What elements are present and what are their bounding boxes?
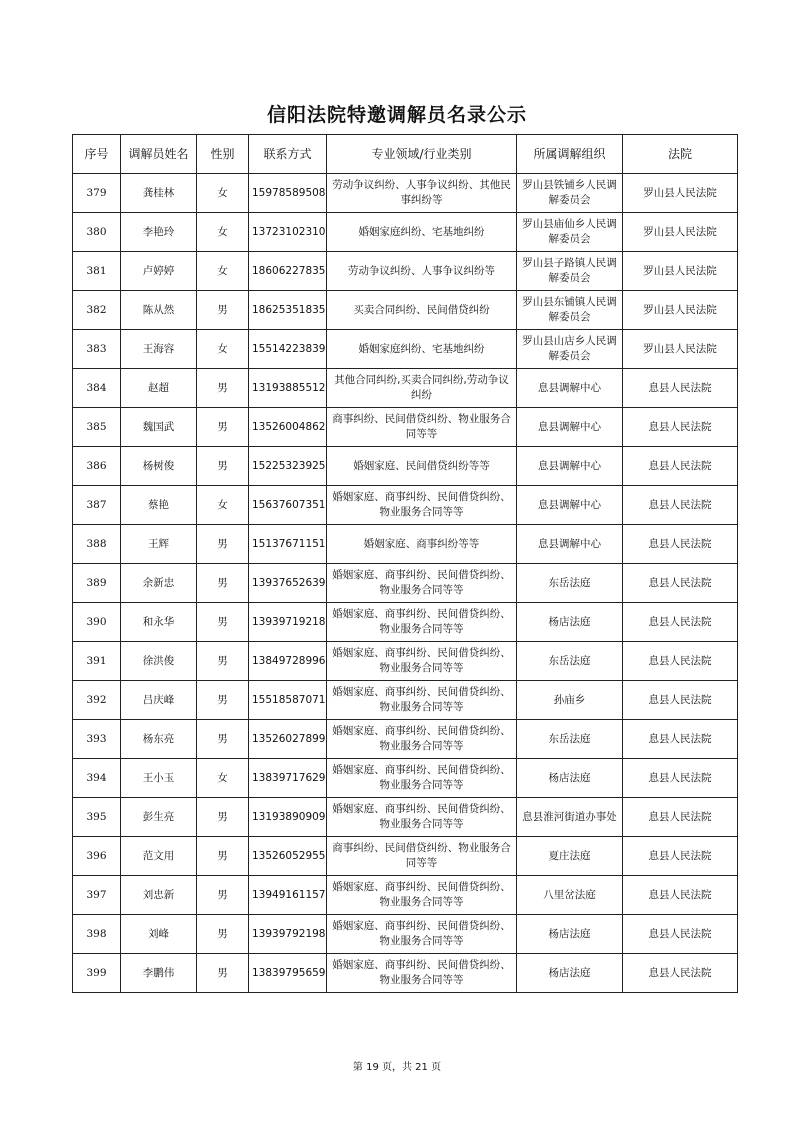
cell-seq: 391	[73, 642, 121, 681]
header-contact: 联系方式	[249, 135, 327, 174]
cell-organization: 息县调解中心	[517, 486, 623, 525]
header-name: 调解员姓名	[121, 135, 197, 174]
cell-phone: 15978589508	[249, 174, 327, 213]
cell-gender: 男	[197, 798, 249, 837]
cell-field: 婚姻家庭、商事纠纷、民间借贷纠纷、物业服务合同等等	[327, 876, 517, 915]
cell-gender: 男	[197, 642, 249, 681]
cell-field: 婚姻家庭、商事纠纷、民间借贷纠纷、物业服务合同等等	[327, 486, 517, 525]
cell-name: 王小玉	[121, 759, 197, 798]
cell-gender: 男	[197, 447, 249, 486]
cell-gender: 男	[197, 876, 249, 915]
header-organization: 所属调解组织	[517, 135, 623, 174]
cell-gender: 男	[197, 915, 249, 954]
cell-name: 徐洪俊	[121, 642, 197, 681]
mediator-roster-table	[72, 134, 738, 993]
cell-court: 息县人民法院	[623, 837, 738, 876]
table-row	[73, 759, 738, 798]
cell-field: 婚姻家庭纠纷、宅基地纠纷	[327, 330, 517, 369]
cell-gender: 男	[197, 408, 249, 447]
table-row	[73, 876, 738, 915]
cell-seq: 390	[73, 603, 121, 642]
cell-gender: 女	[197, 213, 249, 252]
table-row	[73, 798, 738, 837]
cell-phone: 18606227835	[249, 252, 327, 291]
cell-field: 婚姻家庭、商事纠纷、民间借贷纠纷、物业服务合同等等	[327, 564, 517, 603]
cell-seq: 381	[73, 252, 121, 291]
header-court: 法院	[623, 135, 738, 174]
cell-court: 罗山县人民法院	[623, 174, 738, 213]
cell-field: 劳动争议纠纷、人事争议纠纷、其他民事纠纷等	[327, 174, 517, 213]
cell-name: 吕庆峰	[121, 681, 197, 720]
cell-phone: 13723102310	[249, 213, 327, 252]
cell-court: 息县人民法院	[623, 408, 738, 447]
cell-organization: 罗山县子路镇人民调解委员会	[517, 252, 623, 291]
cell-name: 蔡艳	[121, 486, 197, 525]
cell-seq: 386	[73, 447, 121, 486]
table-row	[73, 720, 738, 759]
cell-phone: 13939792198	[249, 915, 327, 954]
cell-seq: 383	[73, 330, 121, 369]
table-row	[73, 603, 738, 642]
cell-seq: 398	[73, 915, 121, 954]
cell-seq: 380	[73, 213, 121, 252]
cell-name: 余新忠	[121, 564, 197, 603]
cell-name: 王海容	[121, 330, 197, 369]
cell-gender: 女	[197, 759, 249, 798]
cell-court: 息县人民法院	[623, 915, 738, 954]
cell-phone: 13193885512	[249, 369, 327, 408]
cell-seq: 393	[73, 720, 121, 759]
cell-name: 魏国武	[121, 408, 197, 447]
table-row	[73, 486, 738, 525]
cell-gender: 男	[197, 681, 249, 720]
cell-seq: 395	[73, 798, 121, 837]
cell-name: 范文用	[121, 837, 197, 876]
cell-phone: 18625351835	[249, 291, 327, 330]
page-title: 信阳法院特邀调解员名录公示	[266, 104, 527, 126]
cell-name: 刘忠新	[121, 876, 197, 915]
table-row	[73, 915, 738, 954]
cell-organization: 息县调解中心	[517, 525, 623, 564]
header-seq: 序号	[73, 135, 121, 174]
cell-name: 杨东亮	[121, 720, 197, 759]
table-row	[73, 564, 738, 603]
cell-court: 息县人民法院	[623, 447, 738, 486]
cell-name: 彭生亮	[121, 798, 197, 837]
cell-field: 婚姻家庭、商事纠纷、民间借贷纠纷、物业服务合同等等	[327, 603, 517, 642]
cell-organization: 息县调解中心	[517, 408, 623, 447]
cell-field: 其他合同纠纷,买卖合同纠纷,劳动争议纠纷	[327, 369, 517, 408]
cell-name: 杨树俊	[121, 447, 197, 486]
cell-organization: 夏庄法庭	[517, 837, 623, 876]
table-row	[73, 642, 738, 681]
table-row	[73, 837, 738, 876]
cell-name: 龚桂林	[121, 174, 197, 213]
cell-phone: 15637607351	[249, 486, 327, 525]
cell-organization: 息县调解中心	[517, 369, 623, 408]
cell-seq: 399	[73, 954, 121, 993]
table-body	[73, 174, 738, 993]
cell-gender: 男	[197, 720, 249, 759]
cell-field: 买卖合同纠纷、民间借贷纠纷	[327, 291, 517, 330]
cell-court: 息县人民法院	[623, 759, 738, 798]
cell-court: 罗山县人民法院	[623, 252, 738, 291]
cell-court: 息县人民法院	[623, 525, 738, 564]
cell-organization: 东岳法庭	[517, 564, 623, 603]
cell-seq: 394	[73, 759, 121, 798]
table-row	[73, 291, 738, 330]
cell-field: 商事纠纷、民间借贷纠纷、物业服务合同等等	[327, 837, 517, 876]
cell-seq: 384	[73, 369, 121, 408]
page-number: 第 19 页，共 21 页	[352, 1062, 442, 1073]
cell-organization: 息县调解中心	[517, 447, 623, 486]
cell-gender: 男	[197, 564, 249, 603]
table-row	[73, 408, 738, 447]
cell-court: 息县人民法院	[623, 720, 738, 759]
cell-gender: 男	[197, 369, 249, 408]
table-row	[73, 447, 738, 486]
cell-field: 劳动争议纠纷、人事争议纠纷等	[327, 252, 517, 291]
cell-field: 婚姻家庭、商事纠纷、民间借贷纠纷、物业服务合同等等	[327, 954, 517, 993]
cell-court: 息县人民法院	[623, 642, 738, 681]
table-row	[73, 525, 738, 564]
cell-organization: 罗山县庙仙乡人民调解委员会	[517, 213, 623, 252]
cell-court: 罗山县人民法院	[623, 330, 738, 369]
cell-seq: 387	[73, 486, 121, 525]
cell-field: 商事纠纷、民间借贷纠纷、物业服务合同等等	[327, 408, 517, 447]
cell-phone: 13526004862	[249, 408, 327, 447]
cell-phone: 13839717629	[249, 759, 327, 798]
cell-name: 赵超	[121, 369, 197, 408]
table-row	[73, 330, 738, 369]
cell-gender: 男	[197, 603, 249, 642]
cell-phone: 13526027899	[249, 720, 327, 759]
cell-organization: 东岳法庭	[517, 720, 623, 759]
cell-organization: 八里岔法庭	[517, 876, 623, 915]
cell-field: 婚姻家庭、商事纠纷、民间借贷纠纷、物业服务合同等等	[327, 681, 517, 720]
table-row	[73, 954, 738, 993]
cell-organization: 息县淮河街道办事处	[517, 798, 623, 837]
cell-seq: 397	[73, 876, 121, 915]
cell-field: 婚姻家庭纠纷、宅基地纠纷	[327, 213, 517, 252]
cell-field: 婚姻家庭、商事纠纷、民间借贷纠纷、物业服务合同等等	[327, 915, 517, 954]
cell-phone: 13949161157	[249, 876, 327, 915]
cell-seq: 385	[73, 408, 121, 447]
cell-gender: 男	[197, 954, 249, 993]
cell-organization: 杨店法庭	[517, 954, 623, 993]
cell-seq: 388	[73, 525, 121, 564]
cell-court: 息县人民法院	[623, 564, 738, 603]
cell-field: 婚姻家庭、商事纠纷、民间借贷纠纷、物业服务合同等等	[327, 720, 517, 759]
cell-seq: 392	[73, 681, 121, 720]
cell-court: 息县人民法院	[623, 876, 738, 915]
cell-organization: 杨店法庭	[517, 603, 623, 642]
cell-court: 息县人民法院	[623, 954, 738, 993]
cell-seq: 396	[73, 837, 121, 876]
cell-name: 李艳玲	[121, 213, 197, 252]
table-row	[73, 681, 738, 720]
cell-name: 王辉	[121, 525, 197, 564]
cell-gender: 男	[197, 837, 249, 876]
cell-organization: 东岳法庭	[517, 642, 623, 681]
cell-phone: 13839795659	[249, 954, 327, 993]
cell-phone: 13849728996	[249, 642, 327, 681]
cell-organization: 杨店法庭	[517, 915, 623, 954]
cell-phone: 13193890909	[249, 798, 327, 837]
cell-phone: 15225323925	[249, 447, 327, 486]
cell-phone: 13937652639	[249, 564, 327, 603]
cell-gender: 男	[197, 525, 249, 564]
cell-organization: 罗山县铁铺乡人民调解委员会	[517, 174, 623, 213]
table-row	[73, 369, 738, 408]
cell-gender: 女	[197, 330, 249, 369]
cell-organization: 孙庙乡	[517, 681, 623, 720]
cell-phone: 13939719218	[249, 603, 327, 642]
cell-gender: 男	[197, 291, 249, 330]
cell-seq: 379	[73, 174, 121, 213]
cell-court: 罗山县人民法院	[623, 291, 738, 330]
header-field: 专业领域/行业类别	[327, 135, 517, 174]
cell-name: 陈从然	[121, 291, 197, 330]
cell-court: 息县人民法院	[623, 798, 738, 837]
cell-gender: 女	[197, 486, 249, 525]
cell-field: 婚姻家庭、商事纠纷、民间借贷纠纷、物业服务合同等等	[327, 759, 517, 798]
cell-gender: 女	[197, 174, 249, 213]
cell-field: 婚姻家庭、商事纠纷等等	[327, 525, 517, 564]
cell-court: 罗山县人民法院	[623, 213, 738, 252]
table-row	[73, 252, 738, 291]
cell-phone: 15137671151	[249, 525, 327, 564]
table-row	[73, 213, 738, 252]
cell-field: 婚姻家庭、民间借贷纠纷等等	[327, 447, 517, 486]
cell-organization: 罗山县山店乡人民调解委员会	[517, 330, 623, 369]
cell-seq: 382	[73, 291, 121, 330]
cell-name: 卢婷婷	[121, 252, 197, 291]
cell-court: 息县人民法院	[623, 486, 738, 525]
cell-organization: 杨店法庭	[517, 759, 623, 798]
cell-seq: 389	[73, 564, 121, 603]
cell-field: 婚姻家庭、商事纠纷、民间借贷纠纷、物业服务合同等等	[327, 798, 517, 837]
cell-court: 息县人民法院	[623, 681, 738, 720]
table-row	[73, 174, 738, 213]
cell-name: 刘峰	[121, 915, 197, 954]
table-header-row	[73, 135, 738, 174]
cell-organization: 罗山县东铺镇人民调解委员会	[517, 291, 623, 330]
cell-field: 婚姻家庭、商事纠纷、民间借贷纠纷、物业服务合同等等	[327, 642, 517, 681]
cell-phone: 13526052955	[249, 837, 327, 876]
cell-name: 李鹏伟	[121, 954, 197, 993]
cell-name: 和永华	[121, 603, 197, 642]
cell-phone: 15518587071	[249, 681, 327, 720]
cell-court: 息县人民法院	[623, 603, 738, 642]
cell-phone: 15514223839	[249, 330, 327, 369]
cell-court: 息县人民法院	[623, 369, 738, 408]
cell-gender: 女	[197, 252, 249, 291]
header-gender: 性别	[197, 135, 249, 174]
